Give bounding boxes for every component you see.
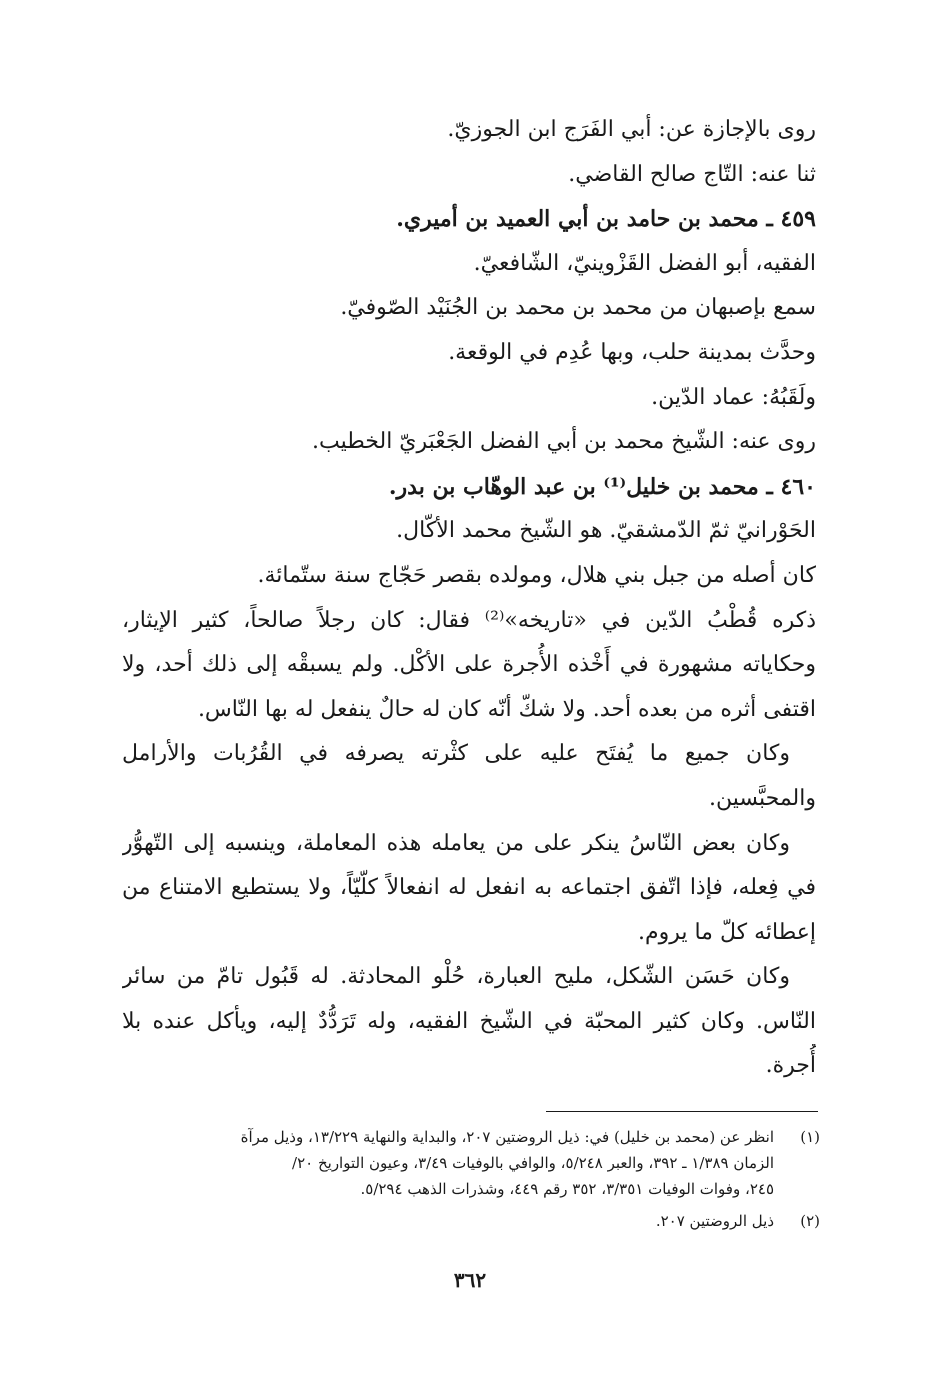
text-line: إعطائه كلّ ما يروم. [637,919,816,945]
footnote [86,1124,820,1202]
footnote-divider [546,1111,818,1112]
text-line: وحدَّث بمدينة حلب، وبها عُدِم في الوقعة. [448,339,816,365]
text-line: ثنا عنه: التّاج صالح القاضي. [568,161,816,187]
text-line: روى بالإجازة عن: أبي الفَرَج ابن الجوزيّ. [447,117,816,142]
text-line: النّاس. وكان كثير المحبّة في الشّيخ الفقيه، وله تَرَدُّدٌ إليه، ويأكل عنده بلا [122,1008,816,1034]
footnote-line: ذيل الروضتين ٢٠٧. [655,1212,774,1230]
text-line: كان أصله من جبل بني هلال، ومولده بقصر حَجّاج سنة ستّمائة. [257,562,816,588]
text-line: ذكره قُطْبُ الدّين في «تاريخه»⁽²⁾ فقال: كان رجلاً صالحاً، كثير الإيثار، [122,607,816,633]
page-number: ٣٦٢ [453,1268,487,1292]
main-text [122,108,816,1089]
footnote-number: (٢) [800,1212,820,1230]
text-line: وحكاياته مشهورة في أَخْذه الأُجرة على الأكْل. ولم يسبقْه إلى ذلك أحد، ولا [122,652,816,678]
text-line: ولَقَبُهُ: عماد الدّين. [651,384,816,410]
text-line: الفقيه، أبو الفضل القَزْوينيّ، الشّافعيّ. [473,250,816,276]
text-line: روى عنه: الشّيخ محمد بن أبي الفضل الجَعْبَريّ الخطيب. [312,429,816,455]
text-line: الحَوْرانيّ ثمّ الدّمشقيّ. هو الشّيخ محمد الأكّال. [396,518,816,544]
footnote-text [86,1208,774,1234]
footnote-line: ٢٤٥، وفوات الوفيات ٣/٣٥١، ٣٥٢ رقم ٤٤٩، وشذرات الذهب ٥/٢٩٤. [360,1180,774,1198]
text-line: والمحبَّسين. [708,785,816,811]
footnote-line: الزمان ١/٣٨٩ ـ ٣٩٢، والعبر ٥/٢٤٨، والوافي بالوفيات ٣/٤٩، وعيون التواريخ ٢٠/ [292,1154,774,1172]
text-line: أُجرة. [765,1053,816,1079]
text-line: وكان جميع ما يُفتَح عليه على كثْرته يصرفه في القُرُبات والأرامل [122,741,790,767]
text-line: وكان حَسَن الشّكل، مليح العبارة، حُلْو المحادثة. له قَبُول تامّ من سائر [122,964,790,990]
text-line: وكان بعض النّاسُ ينكر على من يعامله هذه المعاملة، وينسبه إلى التّهوُّر [122,830,790,856]
text-line: في فِعله، فإذا اتّفق اجتماعه به انفعل له انفعالاً كلّيّاً، ولا يستطيع الامتناع من [122,875,816,901]
footnotes [86,1124,820,1234]
footnote-text [86,1124,774,1202]
text-line: اقتفى أثره من بعده أحد. ولا شكّ أنّه كان له حالٌ ينفعل له بها النّاس. [197,696,816,722]
footnote-number: (١) [800,1128,820,1146]
footnote [86,1208,820,1234]
entry-heading-460: ٤٦٠ ـ محمد بن خليل⁽¹⁾ بن عبد الوهّاب بن بدر. [388,473,816,500]
entry-heading-459: ٤٥٩ ـ محمد بن حامد بن أبي العميد بن أميري. [396,206,816,233]
footnote-line: انظر عن (محمد بن خليل) في: ذيل الروضتين ٢٠٧، والبداية والنهاية ١٣/٢٢٩، وذيل مرآة [240,1128,774,1146]
text-line: سمع بإصبهان من محمد بن محمد بن الجُنَيْد الصّوفيّ. [340,295,816,321]
